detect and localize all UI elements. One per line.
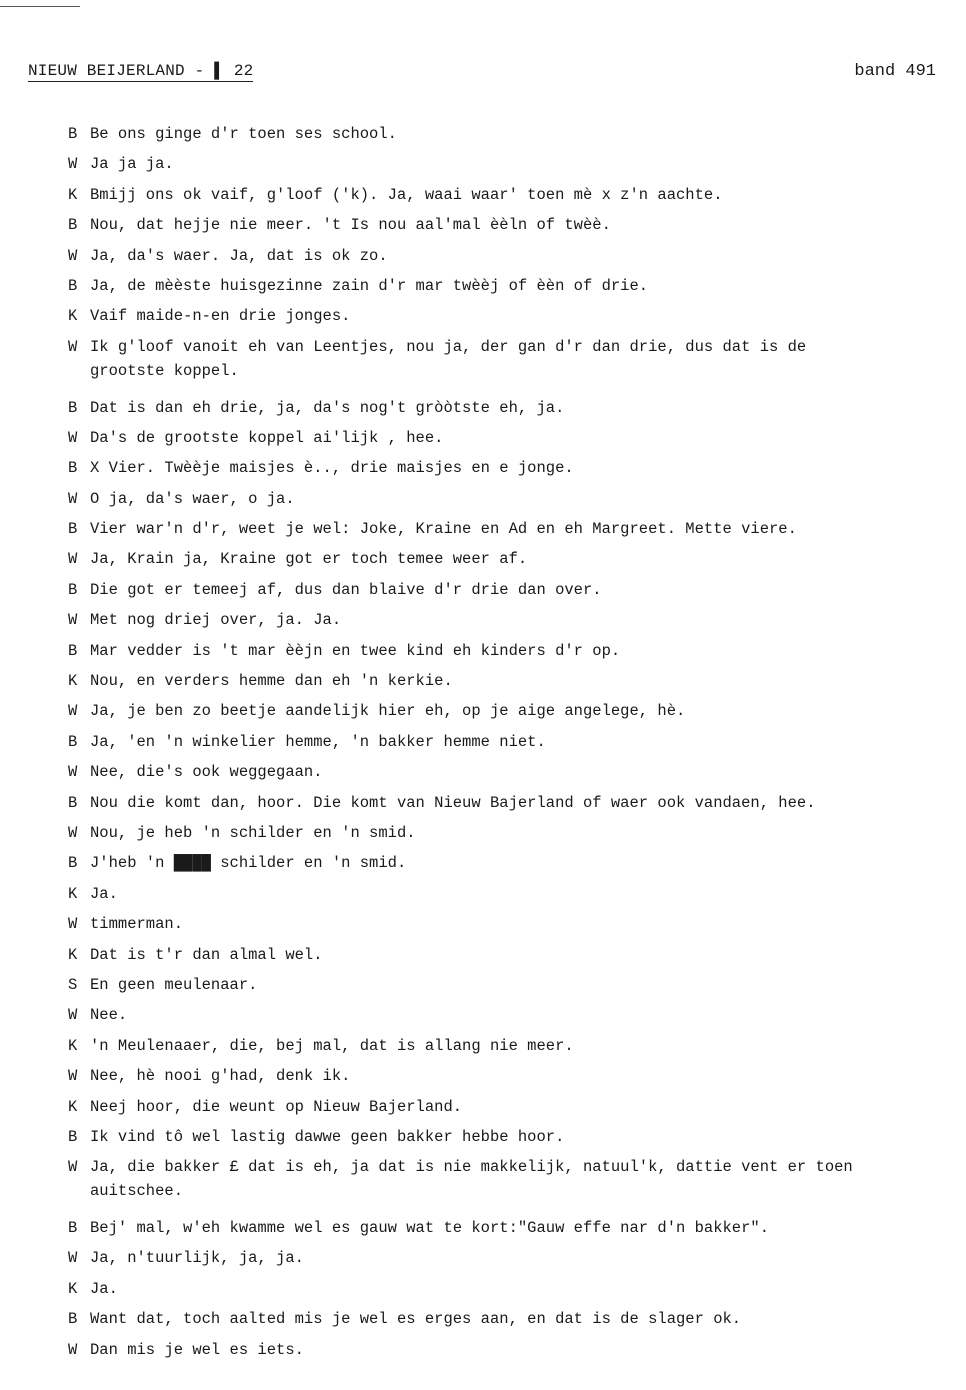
speaker-label: B [68,580,78,599]
transcript-line [68,1338,958,1368]
utterance-text: Mar vedder is 't mar èèjn en twee kind eh kinders d'r op. [90,641,621,660]
speaker-label: W [68,1340,78,1359]
transcript-line [68,122,958,152]
transcript-line [68,943,958,973]
speaker-label: W [68,1249,78,1268]
transcript-line [68,456,958,486]
speaker-label: B [68,398,78,417]
utterance-text: Ja, da's waer. Ja, dat is ok zo. [90,246,388,265]
utterance-text: Ja, die bakker £ dat is eh, ja dat is nie makkelijk, natuul'k, dattie vent er toen [90,1158,853,1177]
utterance-text: Ik g'loof vanoit eh van Leentjes, nou ja, der gan d'r dan drie, dus dat is de [90,337,807,356]
utterance-text: Ja ja ja. [90,155,174,174]
speaker-label: B [68,125,78,143]
transcript-line [68,244,958,274]
utterance-text: Ik vind tô wel lastig dawwe geen bakker hebbe hoor. [90,1127,565,1146]
transcript-line [68,1064,958,1094]
speaker-label: K [68,945,78,964]
utterance-text: timmerman. [90,915,184,934]
transcript-line [68,1003,958,1033]
utterance-text: Bmijj ons ok vaif, g'loof ('k). Ja, waai waar' toen mè x z'n aachte. [90,185,723,204]
transcript-line [68,1216,958,1246]
utterance-text: X Vier. Twèèje maisjes è.., drie maisjes en e jonge. [90,459,574,478]
utterance-text: Nee, hè nooi g'had, denk ik. [90,1067,351,1086]
utterance-text: Ja, je ben zo beetje aandelijk hier eh, op je aige angelege, hè. [90,702,686,721]
transcript-line [68,213,958,243]
speaker-label: W [68,915,78,934]
speaker-label: B [68,641,78,660]
transcript-line [68,1125,958,1155]
utterance-text: Ja, de mèèste huisgezinne zain d'r mar twèèj of èèn of drie. [90,276,649,295]
utterance-continuation: grootste koppel. [90,361,239,380]
speaker-label: B [68,216,78,235]
speaker-label: B [68,732,78,751]
speaker-label: K [68,307,78,326]
transcript-line [68,851,958,881]
utterance-text: Dan mis je wel es iets. [90,1340,304,1359]
transcript-line [68,639,958,669]
speaker-label: B [68,1127,78,1146]
utterance-text: Nou die komt dan, hoor. Die komt van Nieuw Bajerland of waer ook vandaen, hee. [90,793,816,812]
speaker-label: B [68,276,78,295]
utterance-text: Nee, die's ook weggegaan. [90,763,323,782]
transcript-line [68,1155,958,1216]
top-rule [0,6,80,7]
transcript-line [68,487,958,517]
utterance-text: 'n Meulenaaer, die, bej mal, dat is allang nie meer. [90,1036,574,1055]
speaker-label: K [68,672,78,691]
speaker-label: W [68,763,78,782]
transcript-line [68,517,958,547]
utterance-text: Nou, dat hejje nie meer. 't Is nou aal'mal èèln of twèè. [90,216,611,235]
speaker-label: W [68,1067,78,1086]
transcript-line [68,699,958,729]
utterance-text: Vaif maide-n-en drie jonges. [90,307,351,326]
utterance-text: Ja, 'en 'n winkelier hemme, 'n bakker hemme niet. [90,732,546,751]
transcript-line [68,152,958,182]
transcript-line [68,304,958,334]
speaker-label: W [68,611,78,630]
utterance-text: Dat is dan eh drie, ja, da's nog't gròòtste eh, ja. [90,398,565,417]
utterance-text: Nee. [90,1006,128,1025]
speaker-label: B [68,459,78,478]
utterance-text: Met nog driej over, ja. Ja. [90,611,342,630]
speaker-label: W [68,246,78,265]
speaker-label: W [68,702,78,721]
speaker-label: K [68,1279,78,1298]
transcript-line [68,396,958,426]
transcript-line [68,183,958,213]
transcript-line [68,547,958,577]
transcript-line [68,669,958,699]
transcript-line [68,608,958,638]
speaker-label: K [68,185,78,204]
speaker-label: B [68,793,78,812]
transcript-line [68,882,958,912]
transcript-line [68,791,958,821]
transcript-line [68,426,958,456]
page-header-title: NIEUW BEIJERLAND - ▌ 22 [28,62,254,80]
utterance-text: Die got er temeej af, dus dan blaive d'r drie dan over. [90,580,602,599]
transcript-line [68,1095,958,1125]
utterance-text: Dat is t'r dan almal wel. [90,945,323,964]
transcript [68,122,958,1368]
transcript-line [68,730,958,760]
speaker-label: W [68,1158,78,1177]
speaker-label: W [68,428,78,447]
speaker-label: B [68,1310,78,1329]
speaker-label: K [68,1036,78,1055]
band-number: band 491 [854,62,936,81]
speaker-label: W [68,824,78,842]
utterance-text: Nou, en verders hemme dan eh 'n kerkie. [90,672,453,691]
transcript-line [68,274,958,304]
speaker-label: K [68,1097,78,1116]
speaker-label: B [68,854,78,873]
transcript-line [68,1246,958,1276]
speaker-label: B [68,520,78,539]
utterance-text: J'heb 'n ████ schilder en 'n smid. [90,854,407,873]
speaker-label: W [68,489,78,508]
transcript-line [68,760,958,790]
utterance-text: Nou, je heb 'n schilder en 'n smid. [90,824,416,842]
utterance-continuation: auitschee. [90,1182,184,1201]
transcript-line [68,973,958,1003]
speaker-label: W [68,337,78,356]
transcript-line [68,912,958,942]
transcript-line [68,821,958,851]
speaker-label: S [68,975,78,994]
utterance-text: Ja, n'tuurlijk, ja, ja. [90,1249,304,1268]
utterance-text: Vier war'n d'r, weet je wel: Joke, Kraine en Ad en eh Margreet. Mette viere. [90,520,797,539]
utterance-text: En geen meulenaar. [90,975,258,994]
speaker-label: K [68,884,78,903]
utterance-text: Ja. [90,884,118,903]
transcript-line [68,1034,958,1064]
utterance-text: Ja. [90,1279,118,1298]
transcript-line [68,578,958,608]
utterance-text: O ja, da's waer, o ja. [90,489,295,508]
speaker-label: W [68,155,78,174]
transcript-line [68,1307,958,1337]
speaker-label: W [68,550,78,569]
utterance-text: Be ons ginge d'r toen ses school. [90,125,397,143]
utterance-text: Neej hoor, die weunt op Nieuw Bajerland. [90,1097,463,1116]
transcript-line [68,1277,958,1307]
transcript-line [68,335,958,396]
utterance-text: Ja, Krain ja, Kraine got er toch temee weer af. [90,550,528,569]
speaker-label: B [68,1219,78,1238]
utterance-text: Want dat, toch aalted mis je wel es erges aan, en dat is de slager ok. [90,1310,742,1329]
speaker-label: W [68,1006,78,1025]
utterance-text: Bej' mal, w'eh kwamme wel es gauw wat te kort:"Gauw effe nar d'n bakker". [90,1219,770,1238]
utterance-text: Da's de grootste koppel ai'lijk , hee. [90,428,444,447]
